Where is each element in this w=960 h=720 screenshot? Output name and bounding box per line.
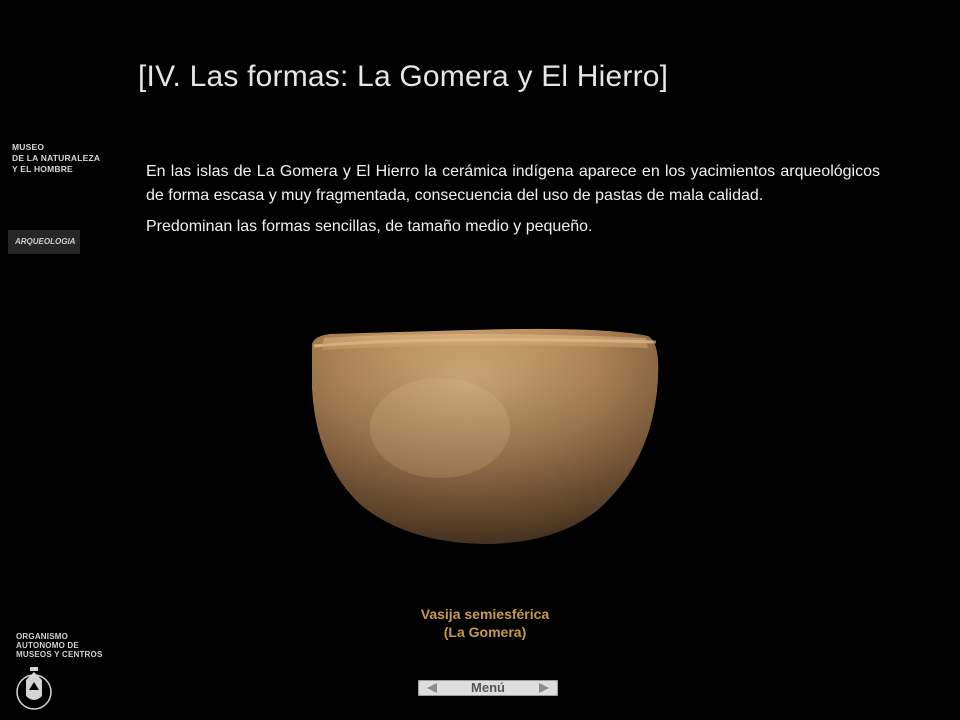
museum-logo-line: Y EL HOMBRE bbox=[12, 164, 73, 174]
triangle-left-icon[interactable] bbox=[427, 683, 437, 693]
paragraph: Predominan las formas sencillas, de tamaño medio y pequeño. bbox=[146, 218, 593, 235]
slide-navigation bbox=[418, 680, 558, 696]
museum-logo-line: DE LA NATURALEZA bbox=[12, 153, 101, 163]
paragraph: En las islas de La Gomera y El Hierro la cerámica indígena aparece en los yacimientos arqueológicos de forma escasa y muy fragmentada, consecuencia del uso de pastas de mala calidad. bbox=[146, 163, 880, 204]
museum-logo bbox=[12, 142, 100, 175]
org-logo-line: MUSEOS Y CENTROS bbox=[16, 650, 103, 659]
museum-logo-line: MUSEO bbox=[12, 142, 45, 152]
slide-title: [IV. Las formas: La Gomera y El Hierro] bbox=[138, 60, 669, 93]
triangle-right-icon[interactable] bbox=[539, 683, 549, 693]
menu-link[interactable]: Menú bbox=[471, 680, 505, 695]
organization-logo bbox=[16, 632, 102, 659]
ceramic-vessel-image bbox=[300, 318, 666, 550]
org-logo-line: ORGANISMO bbox=[16, 632, 69, 641]
figure-caption bbox=[385, 605, 585, 641]
caption-line: Vasija semiesférica bbox=[420, 606, 550, 622]
caption-line: (La Gomera) bbox=[443, 624, 527, 640]
cabildo-seal-icon bbox=[14, 662, 54, 712]
body-text bbox=[146, 160, 880, 246]
org-logo-line: AUTONOMO DE bbox=[16, 641, 79, 650]
section-tag: ARQUEOLOGIA bbox=[8, 230, 80, 254]
